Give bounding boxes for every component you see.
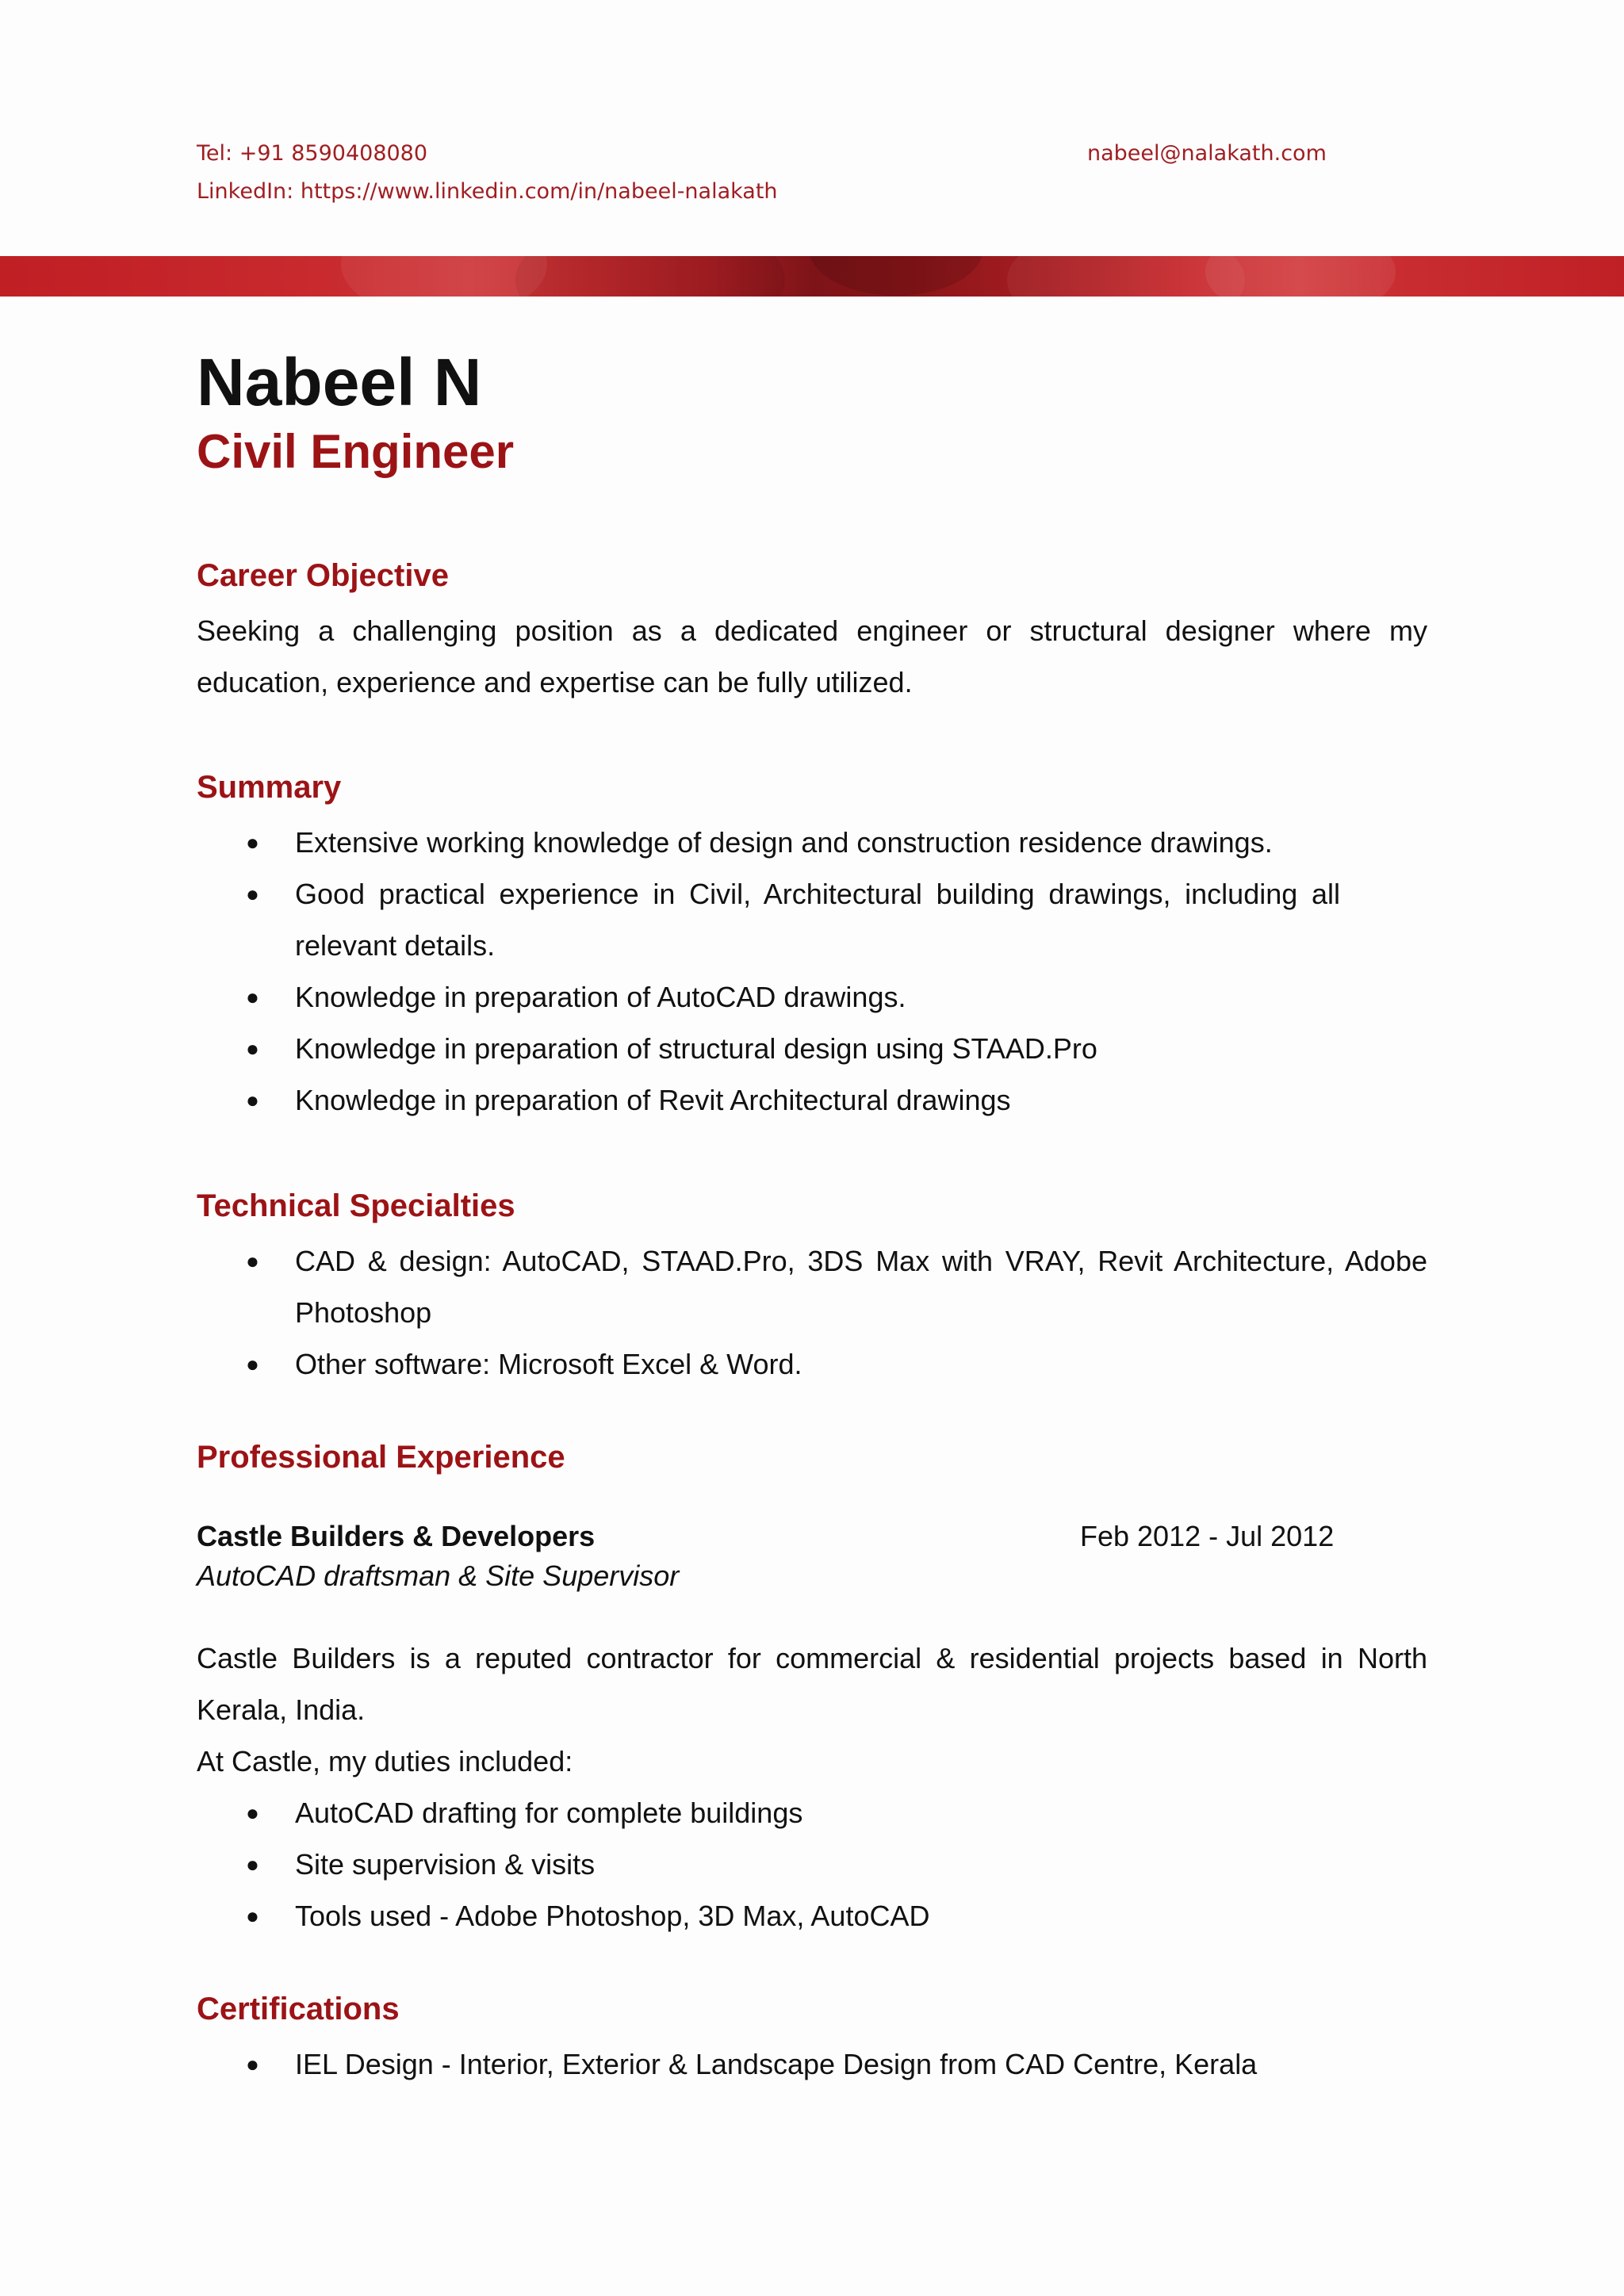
summary-item-text: Good practical experience in Civil, Architectural building drawings, including all relevant details.	[295, 878, 1340, 962]
candidate-name: Nabeel N	[197, 345, 482, 419]
technical-specialties-heading: Technical Specialties	[197, 1188, 515, 1223]
duty-item	[197, 1890, 1427, 1942]
position-title: AutoCAD draftsman & Site Supervisor	[197, 1559, 680, 1592]
bullet-icon: ●	[246, 985, 259, 1009]
duty-item	[197, 1839, 1427, 1890]
bullet-icon: ●	[246, 1352, 259, 1376]
summary-item	[197, 1023, 1427, 1074]
bullet-icon: ●	[246, 1904, 259, 1928]
technical-item	[197, 1235, 1427, 1338]
duties-intro: At Castle, my duties included:	[197, 1745, 573, 1777]
summary-item	[197, 868, 1427, 971]
company-description: Castle Builders is a reputed contractor for commercial & residential projects based in North Kerala, India.	[197, 1642, 1427, 1726]
bullet-icon: ●	[246, 1800, 259, 1825]
summary-item-text: Knowledge in preparation of Revit Architectural drawings	[295, 1084, 1011, 1116]
email-address[interactable]: nabeel@nalakath.com	[1087, 141, 1327, 166]
certification-item	[197, 2038, 1427, 2090]
band-pattern-graphic	[0, 256, 1624, 297]
technical-item-text: CAD & design: AutoCAD, STAAD.Pro, 3DS Max with VRAY, Revit Architecture, Adobe Photoshop	[295, 1245, 1427, 1329]
duty-item-text: AutoCAD drafting for complete buildings	[295, 1797, 803, 1829]
duty-item	[197, 1787, 1427, 1839]
technical-specialties-list	[197, 1235, 1427, 1390]
bullet-icon: ●	[246, 1249, 259, 1273]
header-decorative-band	[0, 256, 1624, 297]
certifications-heading: Certifications	[197, 1992, 400, 2026]
certifications-list	[197, 2038, 1427, 2090]
duty-item-text: Site supervision & visits	[295, 1848, 596, 1881]
summary-item	[197, 817, 1427, 868]
career-objective-heading: Career Objective	[197, 558, 449, 593]
job-title: Civil Engineer	[197, 425, 515, 478]
summary-item-text: Knowledge in preparation of structural design using STAAD.Pro	[295, 1032, 1097, 1065]
duty-item-text: Tools used - Adobe Photoshop, 3D Max, AutoCAD	[295, 1900, 930, 1932]
bullet-icon: ●	[246, 1036, 259, 1061]
bullet-icon: ●	[246, 830, 259, 855]
summary-item-text: Extensive working knowledge of design and construction residence drawings.	[295, 826, 1273, 859]
career-objective-text: Seeking a challenging position as a dedicated engineer or structural designer where my education, experience and expertise can be fully utilized.	[197, 614, 1427, 698]
bullet-icon: ●	[246, 1852, 259, 1877]
bullet-icon: ●	[246, 882, 259, 906]
company-name: Castle Builders & Developers	[197, 1520, 596, 1552]
summary-item	[197, 971, 1427, 1023]
summary-heading: Summary	[197, 770, 342, 805]
technical-item	[197, 1338, 1427, 1390]
professional-experience-heading: Professional Experience	[197, 1440, 565, 1475]
summary-list	[197, 817, 1427, 1126]
phone-number[interactable]: Tel: +91 8590408080	[197, 141, 428, 166]
summary-item	[197, 1074, 1427, 1126]
summary-item-text: Knowledge in preparation of AutoCAD drawings.	[295, 981, 906, 1013]
duties-list	[197, 1787, 1427, 1942]
technical-item-text: Other software: Microsoft Excel & Word.	[295, 1348, 802, 1380]
bullet-icon: ●	[246, 2052, 259, 2076]
certification-item-text: IEL Design - Interior, Exterior & Landscape Design from CAD Centre, Kerala	[295, 2048, 1258, 2080]
bullet-icon: ●	[246, 1088, 259, 1112]
employment-dates: Feb 2012 - Jul 2012	[1080, 1520, 1335, 1552]
linkedin-link[interactable]: LinkedIn: https://www.linkedin.com/in/nabeel-nalakath	[197, 179, 778, 204]
